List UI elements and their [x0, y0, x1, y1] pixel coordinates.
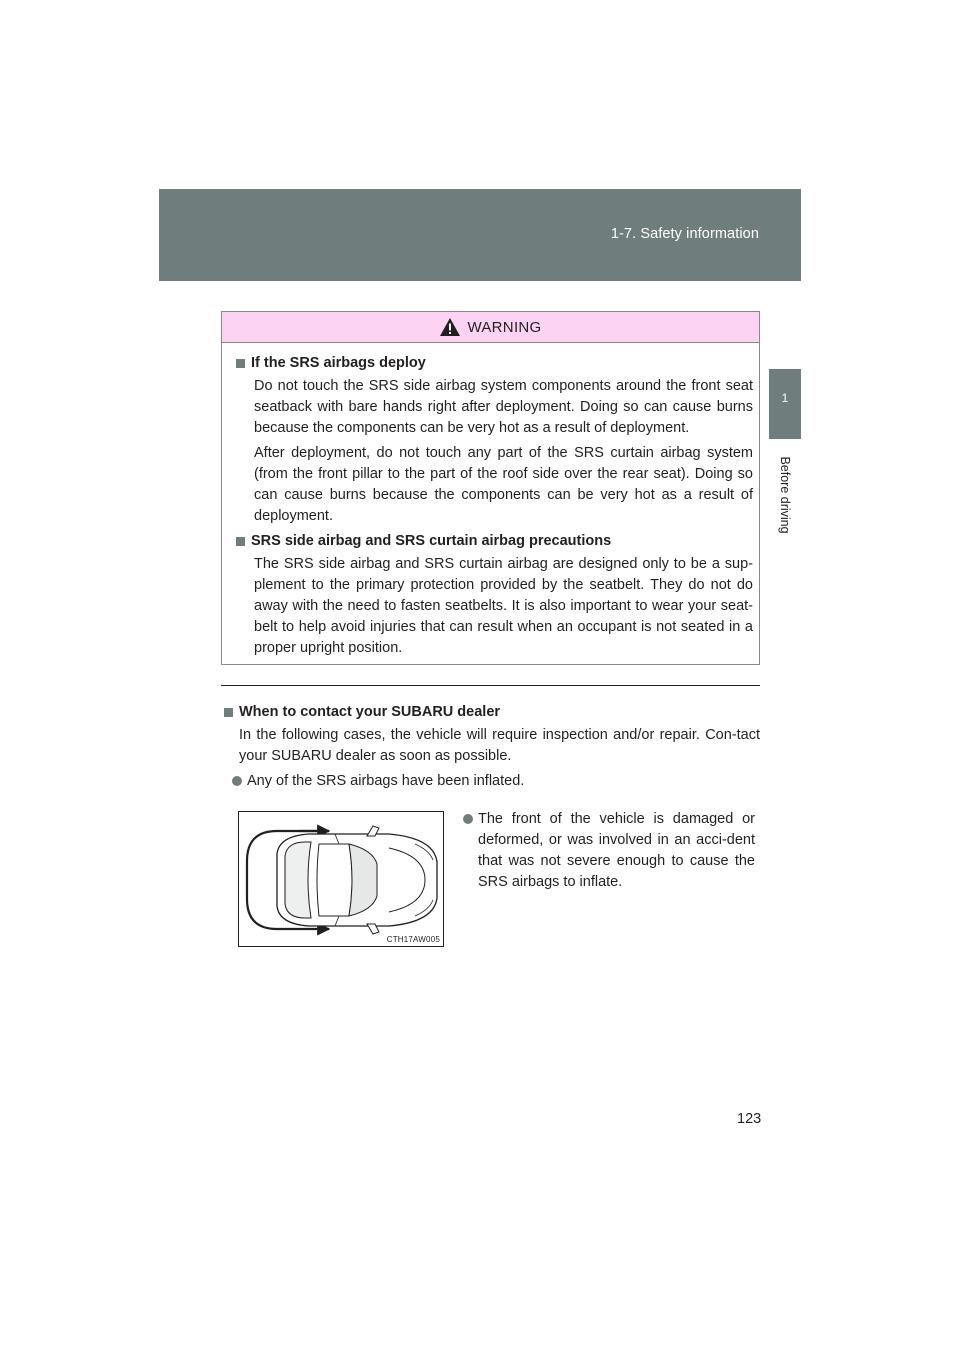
car-top-view-icon	[239, 812, 443, 946]
warning-subheading: SRS side airbag and SRS curtain airbag precautions	[236, 531, 753, 551]
section-header-bar	[159, 189, 801, 281]
square-bullet-icon	[236, 359, 245, 368]
car-top-view-figure	[238, 811, 444, 947]
chapter-label	[778, 450, 792, 540]
page-number: 123	[737, 1111, 762, 1127]
warning-label: WARNING	[467, 318, 542, 336]
warning-triangle-icon	[439, 317, 461, 337]
square-bullet-icon	[236, 537, 245, 546]
warning-header	[222, 312, 759, 343]
list-item: Any of the SRS airbags have been inflated.	[232, 771, 760, 792]
warning-subheading: If the SRS airbags deploy	[236, 353, 753, 373]
warning-body	[222, 343, 759, 659]
round-bullet-icon	[463, 814, 473, 824]
warning-box	[221, 311, 760, 665]
list-item: The front of the vehicle is damaged or deformed, or was involved in an acci-dent that was not severe enough to cause the SRS airbags to inflate.	[463, 809, 755, 893]
section-divider	[221, 685, 760, 686]
figure-code: CTH17AW005	[386, 935, 440, 944]
square-bullet-icon	[224, 708, 233, 717]
warning-paragraph: After deployment, do not touch any part of the SRS curtain airbag system (from the front pillar to the part of the roof side over the rear seat). Doing so can cause burns because the components can be very hot as a result of deployment.	[254, 445, 753, 524]
section-title: 1-7. Safety information	[610, 226, 759, 242]
round-bullet-icon	[232, 776, 242, 786]
chapter-number: 1	[781, 391, 789, 405]
dealer-heading: When to contact your SUBARU dealer	[224, 702, 760, 722]
warning-paragraph: Do not touch the SRS side airbag system components around the front seat seatback with bare hands right after deployment. Doing so can cause burns because the components can be very hot as a result of deployment.	[254, 378, 753, 436]
chapter-name: Before driving	[778, 456, 792, 534]
dealer-section	[221, 700, 760, 796]
warning-paragraph: The SRS side airbag and SRS curtain airbag are designed only to be a sup-plement to the primary protection provided by the seatbelt. They do not do away with the need to fasten seatbelts. It is also important to wear your seat-belt to help avoid injuries that can result when an occupant is not seated in a proper upright position.	[254, 556, 753, 656]
chapter-tab	[769, 369, 801, 439]
dealer-intro: In the following cases, the vehicle will require inspection and/or repair. Con-tact your SUBARU dealer as soon as possible.	[239, 727, 760, 764]
